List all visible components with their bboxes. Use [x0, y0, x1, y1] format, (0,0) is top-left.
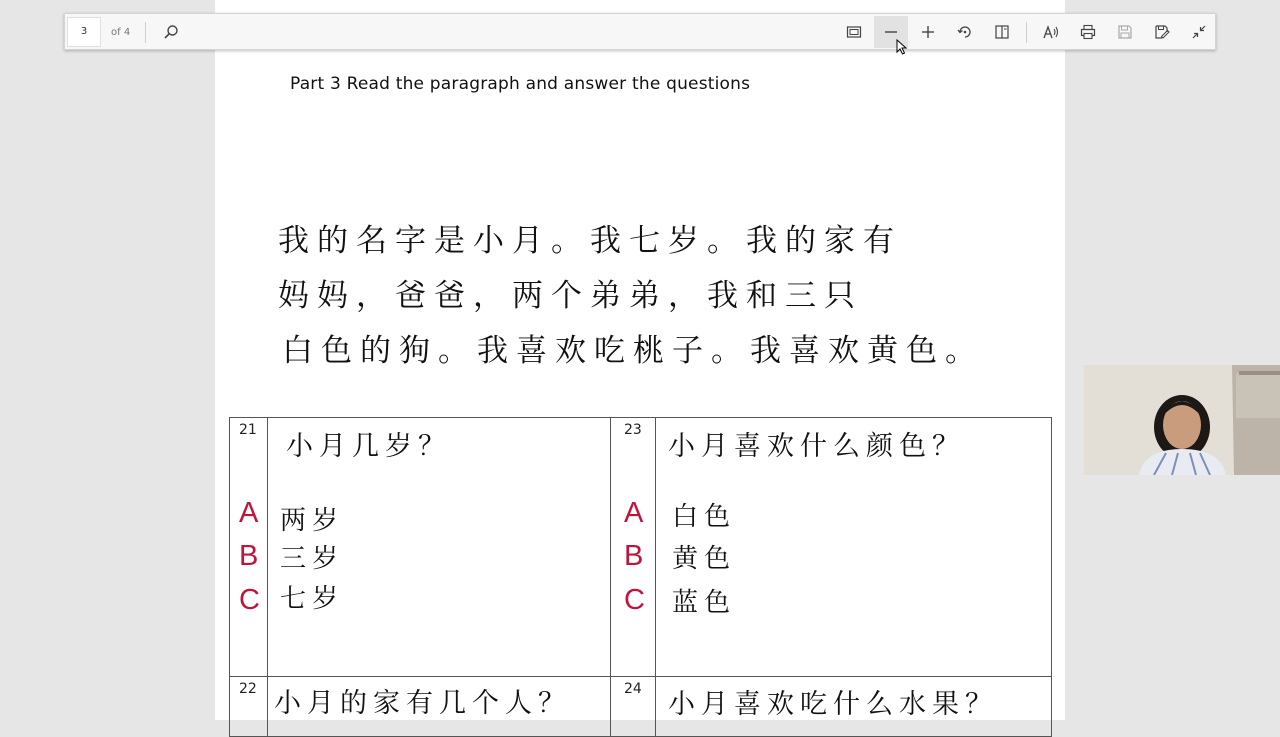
fit-page-icon [846, 24, 862, 40]
paragraph-line: 我的名字是小月。我七岁。我的家有 [278, 223, 902, 259]
page-view-button[interactable] [985, 16, 1019, 48]
exit-fullscreen-button[interactable] [1182, 16, 1216, 48]
read-aloud-button[interactable] [1034, 16, 1068, 48]
table-divider [610, 418, 611, 736]
rotate-icon [957, 24, 973, 40]
save-as-icon [1154, 24, 1170, 40]
webcam-video [1084, 365, 1280, 475]
save-as-button[interactable] [1145, 16, 1179, 48]
webcam-person-image [1084, 365, 1280, 475]
question-text: 小月的家有几个人？ [274, 688, 571, 719]
question-text: 小月喜欢吃什么水果？ [668, 689, 998, 720]
option-letter: C [239, 584, 260, 616]
zoom-in-icon [920, 24, 936, 40]
search-icon [163, 24, 179, 40]
paragraph-line: 白色的狗。我喜欢吃桃子。我喜欢黄色。 [282, 333, 984, 369]
option-text: 七岁 [280, 584, 345, 614]
option-letter: A [239, 497, 259, 529]
zoom-in-button[interactable] [911, 16, 945, 48]
option-letter: C [624, 584, 645, 616]
zoom-out-icon [883, 24, 899, 40]
save-button[interactable] [1108, 16, 1142, 48]
question-table [229, 417, 1052, 737]
print-button[interactable] [1071, 16, 1105, 48]
question-number: 24 [624, 681, 642, 697]
read-aloud-icon [1043, 24, 1059, 40]
page-total-label: of 4 [111, 27, 131, 38]
fit-page-button[interactable] [837, 16, 871, 48]
paragraph-line: 妈妈，爸爸，两个弟弟，我和三只 [278, 278, 863, 314]
option-text: 三岁 [280, 544, 345, 574]
toolbar-divider [1026, 22, 1027, 43]
page-view-icon [994, 24, 1010, 40]
exit-fullscreen-icon [1191, 24, 1207, 40]
option-letter: A [624, 497, 644, 529]
rotate-button[interactable] [948, 16, 982, 48]
table-divider [655, 418, 656, 736]
option-letter: B [239, 540, 259, 572]
option-text: 蓝色 [672, 588, 737, 618]
print-icon [1080, 24, 1096, 40]
page-number-input[interactable]: 3 [67, 17, 101, 47]
option-letter: B [624, 540, 644, 572]
mouse-cursor-icon [896, 39, 908, 55]
page-heading: Part 3 Read the paragraph and answer the questions [290, 74, 751, 94]
question-text: 小月几岁？ [286, 431, 451, 462]
option-text: 黄色 [672, 544, 737, 574]
option-text: 两岁 [280, 506, 345, 536]
table-divider [230, 676, 1051, 677]
question-number: 21 [239, 422, 257, 438]
option-text: 白色 [672, 502, 737, 532]
table-divider [267, 418, 268, 736]
toolbar-divider [145, 22, 146, 43]
question-number: 23 [624, 422, 642, 438]
search-button[interactable] [154, 16, 188, 48]
pdf-toolbar [64, 13, 1216, 50]
save-icon [1117, 24, 1133, 40]
question-text: 小月喜欢什么颜色？ [668, 431, 965, 462]
question-number: 22 [239, 681, 257, 697]
